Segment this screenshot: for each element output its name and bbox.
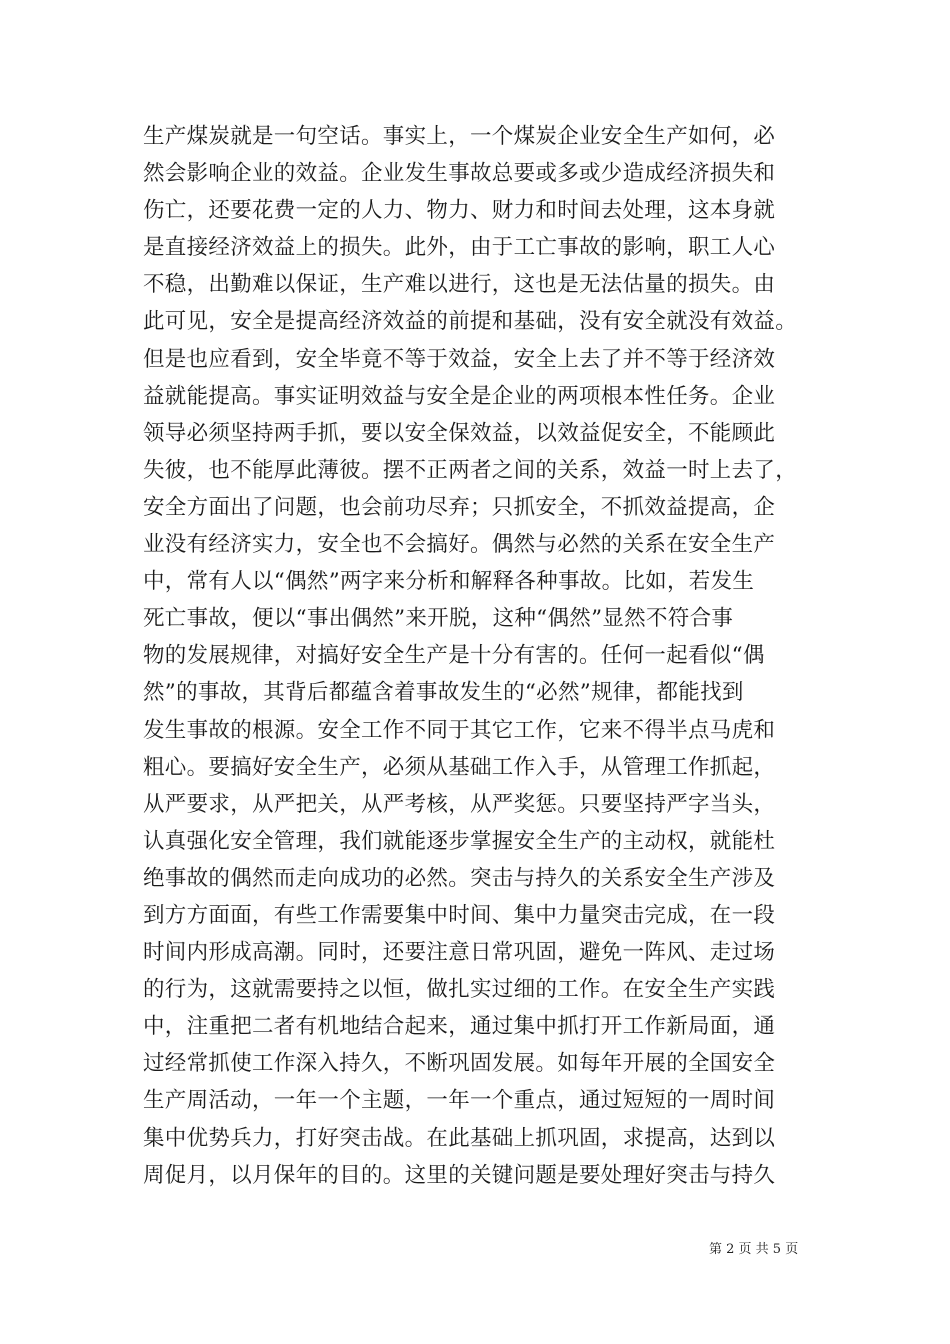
text-line: 从严要求，从严把关，从严考核，从严奖惩。只要坚持严字当头，	[143, 791, 776, 817]
text-line: 到方方面面，有些工作需要集中时间、集中力量突击完成，在一段	[143, 902, 776, 928]
text-line: 的行为，这就需要持之以恒，做扎实过细的工作。在安全生产实践	[143, 977, 776, 1003]
body-text	[143, 118, 823, 1194]
text-line: 但是也应看到，安全毕竟不等于效益，安全上去了并不等于经济效	[143, 346, 776, 372]
text-line: 失彼，也不能厚此薄彼。摆不正两者之间的关系，效益一时上去了，	[143, 457, 798, 483]
text-line: 认真强化安全管理，我们就能逐步掌握安全生产的主动权，就能杜	[143, 828, 776, 854]
text-line: 过经常抓使工作深入持久，不断巩固发展。如每年开展的全国安全	[143, 1051, 776, 1077]
text-line: 绝事故的偶然而走向成功的必然。突击与持久的关系安全生产涉及	[143, 865, 776, 891]
text-line: 生产周活动，一年一个主题，一年一个重点，通过短短的一周时间	[143, 1088, 776, 1114]
text-line: 中，常有人以“偶然”两字来分析和解释各种事故。比如，若发生	[143, 569, 755, 595]
text-line: 粗心。要搞好安全生产，必须从基础工作入手，从管理工作抓起，	[143, 754, 776, 780]
text-line: 周促月，以月保年的目的。这里的关键问题是要处理好突击与持久	[143, 1162, 776, 1188]
text-line: 生产煤炭就是一句空话。事实上，一个煤炭企业安全生产如何，必	[143, 124, 776, 149]
text-line: 发生事故的根源。安全工作不同于其它工作，它来不得半点马虎和	[143, 717, 776, 743]
text-line: 益就能提高。事实证明效益与安全是企业的两项根本性任务。企业	[143, 383, 776, 409]
text-line: 时间内形成高潮。同时，还要注意日常巩固，避免一阵风、走过场	[143, 940, 776, 966]
text-line: 死亡事故，便以“事出偶然”来开脱，这种“偶然”显然不符合事	[143, 606, 734, 632]
text-line: 不稳，出勤难以保证，生产难以进行，这也是无法估量的损失。由	[143, 272, 776, 298]
text-line: 然会影响企业的效益。企业发生事故总要或多或少造成经济损失和	[143, 161, 776, 187]
text-line: 领导必须坚持两手抓，要以安全保效益，以效益促安全，不能顾此	[143, 420, 776, 446]
text-line: 此可见，安全是提高经济效益的前提和基础，没有安全就没有效益。	[143, 309, 798, 335]
text-line: 然”的事故，其背后都蕴含着事故发生的“必然”规律，都能找到	[143, 680, 744, 706]
text-line: 集中优势兵力，打好突击战。在此基础上抓巩固，求提高，达到以	[143, 1125, 776, 1151]
text-line: 业没有经济实力，安全也不会搞好。偶然与必然的关系在安全生产	[143, 532, 776, 558]
page-number-footer: 第 2 页 共 5 页	[709, 1242, 799, 1257]
text-line: 物的发展规律，对搞好安全生产是十分有害的。任何一起看似“偶	[143, 643, 765, 669]
text-line: 是直接经济效益上的损失。此外，由于工亡事故的影响，职工人心	[143, 235, 776, 261]
text-line: 伤亡，还要花费一定的人力、物力、财力和时间去处理，这本身就	[143, 198, 776, 224]
text-line: 安全方面出了问题，也会前功尽弃；只抓安全，不抓效益提高，企	[143, 494, 776, 520]
text-line: 中，注重把二者有机地结合起来，通过集中抓打开工作新局面，通	[143, 1014, 776, 1040]
